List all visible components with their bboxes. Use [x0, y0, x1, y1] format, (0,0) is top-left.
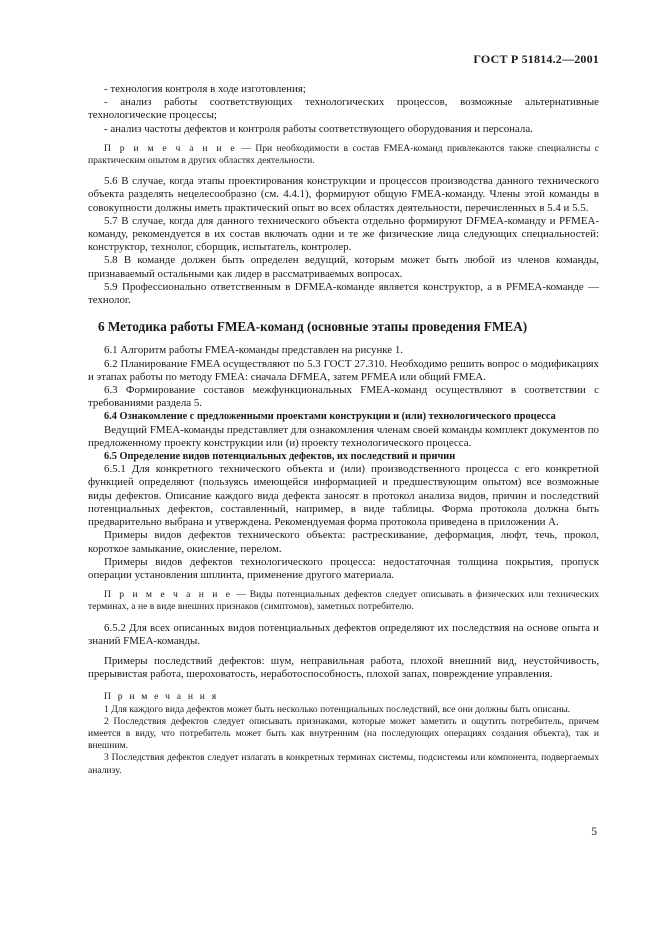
- note-text: — При необходимости в состав FMEA-команд привлекаются также специалисты с практическим опытом в других областях деятельности.: [88, 142, 599, 167]
- note-paragraph: [88, 589, 599, 613]
- note-paragraph: [88, 143, 599, 167]
- notes-heading: П р и м е ч а н и я: [104, 691, 219, 703]
- clause-6-5-heading: 6.5 Определение видов потенциальных дефектов, их последствий и причин: [104, 451, 456, 463]
- clause-6-5-2: 6.5.2 Для всех описанных видов потенциальных дефектов определяют их последствия на основе опыта и знаний FMEA-команды.: [88, 621, 599, 647]
- clause-5-7: 5.7 В случае, когда для данного технического объекта отдельно формируют DFMEA-команду и PFMEA-команду, рекомендуется в их состав включать одни и те же физические лица следующих специальностей: конструктор, технолог, сборщик, испытатель, контролер.: [88, 214, 599, 254]
- note-item: 3 Последствия дефектов следует излагать в конкретных терминах системы, подсистемы или компонента, подвергаемых анализу.: [88, 752, 599, 776]
- clause-6-4-heading: 6.4 Ознакомление с предложенными проектами конструкции и (или) технологического процесса: [104, 411, 556, 423]
- note-label: П р и м е ч а н и е: [104, 589, 233, 601]
- note-text: — Виды потенциальных дефектов следует описывать в физических или технических терминах, а не в виде внешних признаков (симптомов), заметных потребителю.: [88, 589, 599, 613]
- clause-5-9: 5.9 Профессионально ответственным в DFMEA-команде является конструктор, а в PFMEA-команде — технолог.: [88, 280, 599, 307]
- clause-6-2: 6.2 Планирование FMEA осуществляют по 5.3 ГОСТ 27.310. Необходимо решить вопрос о модификациях и этапах работы по методу FMEA: сначала DFMEA, затем PFMEA или общий FMEA.: [88, 357, 599, 383]
- clause-6-4-text: Ведущий FMEA-команды представляет для ознакомления членам своей команды комплект документов по предложенному проекту конструкции или (и) проекту технологического процесса.: [88, 423, 599, 449]
- clause-6-1: 6.1 Алгоритм работы FMEA-команды представлен на рисунке 1.: [104, 344, 404, 357]
- bullet-item: - технология контроля в ходе изготовления;: [104, 83, 306, 95]
- clause-6-3: 6.3 Формирование составов межфункциональных FMEA-команд осуществляют в соответствии с требованиями раздела 5.: [88, 384, 599, 410]
- bullet-item: - анализ работы соответствующих технологических процессов, возможные альтернативные технологические процессы;: [88, 96, 599, 122]
- note-label: П р и м е ч а н и е: [104, 142, 237, 154]
- example-process-defects: Примеры видов дефектов технологического процесса: недостаточная толщина покрытия, пропуск операции установления шплинта, применение другого материала.: [88, 555, 599, 581]
- example-consequences: Примеры последствий дефектов: шум, неправильная работа, плохой внешний вид, неустойчивость, прерывистая работа, шероховатость, неработоспособность, плохой запах, повреждение управления.: [88, 654, 599, 681]
- page-content: [88, 83, 599, 777]
- note-item: 1 Для каждого вида дефектов может быть несколько потенциальных последствий, все они должны быть описаны.: [104, 703, 571, 715]
- bullet-item: - анализ частоты дефектов и контроля работы соответствующего оборудования и персонала.: [104, 122, 533, 135]
- clause-5-6: 5.6 В случае, когда этапы проектирования конструкции и процессов производства данного технического объекта разделять нецелесообразно (см. 4.4.1), формируют общую FMEA-команду. Члены этой команды в совокупности должны иметь практический опыт во всех областях деятельности, перечисленных в 5.4 и 5.5.: [88, 175, 599, 214]
- clause-6-5-1: 6.5.1 Для конкретного технического объекта и (или) производственного процесса с его конкретной функцией определяют (пользуясь имеющейся информацией и предшествующим опытом) все возможные виды дефектов. Описание каждого вида дефекта заносят в протокол анализа видов, причин и последствий потенциальных дефектов, составленный, например, в виде таблицы. Форма протокола должна быть предварительно выбрана и утверждена. Рекомендуемая форма протокола приведена в приложении А.: [88, 463, 599, 529]
- clause-5-8: 5.8 В команде должен быть определен ведущий, которым может быть любой из членов команды, признаваемый остальными как лидер в рассматриваемых вопросах.: [88, 254, 599, 280]
- example-object-defects: Примеры видов дефектов технического объекта: растрескивание, деформация, люфт, течь, прокол, короткое замыкание, окисление, перелом.: [88, 529, 599, 555]
- standard-code-header: ГОСТ Р 51814.2—2001: [473, 52, 599, 66]
- section-6-title: 6 Методика работы FMEA-команд (основные этапы проведения FMEA): [98, 319, 528, 335]
- note-item: 2 Последствия дефектов следует описывать признаками, которые может заметить и ощутить потребитель, причем имеется в виду, что потребитель может быть как внутренним (на последующих операциях создания объекта), так и внешним.: [88, 715, 599, 752]
- page-number: 5: [591, 826, 597, 838]
